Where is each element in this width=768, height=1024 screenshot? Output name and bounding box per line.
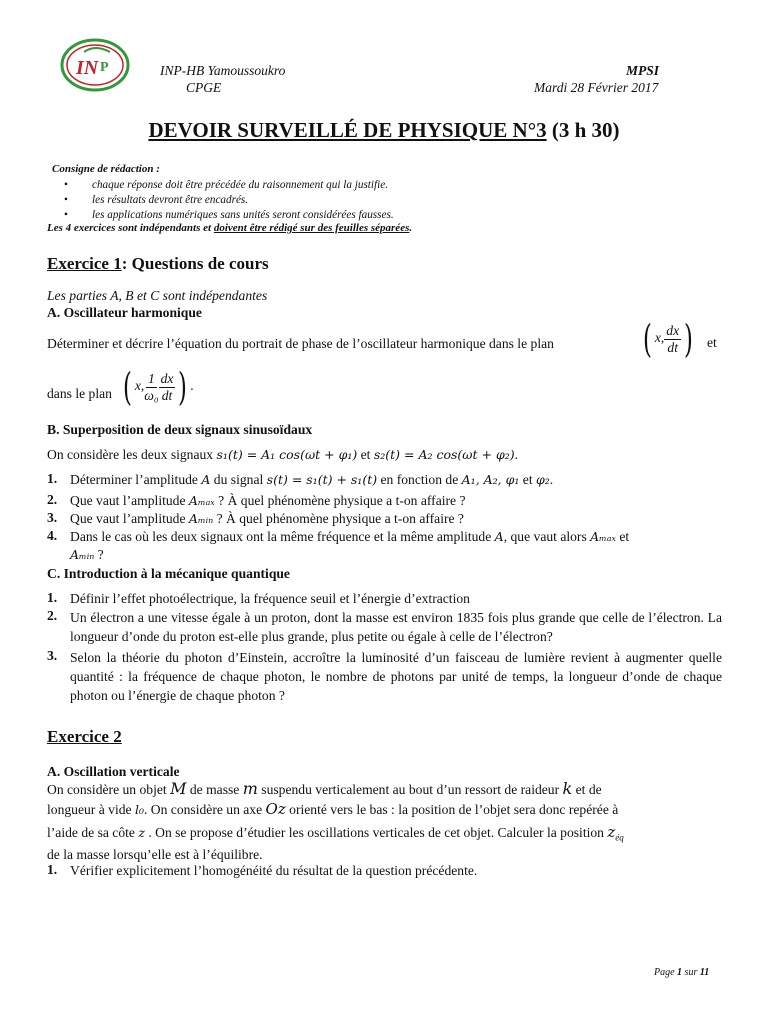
list-item: • les résultats devront être encadrés. (64, 194, 249, 206)
question-number: 2. (47, 608, 58, 623)
ex1-a-text2: dans le plan (47, 386, 112, 401)
ex1-intro: Les parties A, B et C sont indépendantes (47, 288, 268, 303)
ex2-a-line2: longueur à vide l₀. On considère un axe Oz orienté vers le bas : la position de l’objet sera donc repérée à (47, 800, 619, 818)
question-number: 3. (47, 648, 58, 663)
exercise-1-title: Exercice 1: Questions de cours (47, 254, 269, 273)
ex1-c-q3: Selon la théorie du photon d’Einstein, accroître la luminosité d’un faisceau de lumière revient à augmenter quelle quantité : la fréquence de chaque photon, le nombre de photons par unité de temps, la longueur d’onde de chaque photon ou l’énergie de chaque photon ? (70, 650, 722, 703)
ex1-b-intro: On considère les deux signaux s₁(t) = A₁ cos(ωt + φ₁) et s₂(t) = A₂ cos(ωt + φ₂). (47, 447, 518, 462)
ex1-c-q2: Un électron a une vitesse égale à un proton, dont la masse est environ 1835 fois plus grande que celle de l’électron. La longueur d’onde du proton est-elle plus grande, plus petite ou égale à celle de l’électron? (70, 610, 722, 644)
question-number: 1. (47, 590, 58, 605)
ex1-c-q1: Définir l’effet photoélectrique, la fréquence seuil et l’énergie d’extraction (70, 591, 470, 606)
question-number: 1. (47, 862, 58, 877)
header-program: CPGE (186, 80, 222, 95)
instructions-heading: Consigne de rédaction : (52, 163, 160, 175)
ex2-a-q1: Vérifier explicitement l’homogénéité du résultat de la question précédente. (70, 863, 478, 878)
ex1-b-q2: Que vaut l’amplitude Aₘₐₓ ? À quel phénomène physique a t-on affaire ? (70, 493, 466, 508)
ex1-a-et: et (707, 335, 717, 350)
instructions-list (64, 178, 394, 223)
instructions-note: Les 4 exercices sont indépendants et doivent être rédigé sur des feuilles séparées. (47, 222, 413, 234)
ex1-b-q3: Que vaut l’amplitude Aₘᵢₙ ? À quel phénomène physique a t-on affaire ? (70, 511, 464, 526)
list-item: • les applications numériques sans unités seront considérées fausses. (64, 209, 394, 221)
ex1-a-heading: A. Oscillateur harmonique (47, 305, 202, 320)
exercise-2-title: Exercice 2 (47, 727, 122, 746)
title-duration: (3 h 30) (551, 118, 620, 142)
question-number: 1. (47, 471, 58, 486)
ex2-a-line3: l’aide de sa côte z . On se propose d’étudier les oscillations verticales de cet objet. Calculer la position $z_{éq}$ (47, 823, 624, 843)
list-item: • chaque réponse doit être précédée du raisonnement qui la justifie. (64, 179, 388, 191)
ex1-a-text1: Déterminer et décrire l’équation du portrait de phase de l’oscillateur harmonique dans le plan (47, 336, 554, 351)
phase-plane-2: ( x, $\frac{1}{\text{ω₀}}$ $\frac{dx}{dt}$ ) . (122, 365, 194, 409)
ex1-b-q4: Dans le cas où les deux signaux ont la même fréquence et la même amplitude A, que vaut alors Aₘₐₓ et (70, 529, 630, 544)
ex1-b-q4-cont: Aₘᵢₙ ? (70, 547, 104, 562)
ex2-a-line4: de la masse lorsqu’elle est à l’équilibre. (47, 847, 263, 862)
ex1-b-q1: Déterminer l’amplitude A du signal s(t) = s₁(t) + s₁(t) en fonction de A₁, A₂, φ₁ et φ₂. (70, 472, 554, 487)
question-number: 4. (47, 528, 58, 543)
ex1-c-heading: C. Introduction à la mécanique quantique (47, 566, 290, 581)
svg-text:P: P (100, 60, 109, 75)
header-date: Mardi 28 Février 2017 (534, 80, 659, 95)
header-class: MPSI (626, 63, 660, 78)
title-main: DEVOIR SURVEILLÉ DE PHYSIQUE N°3 (148, 118, 547, 142)
logo (60, 38, 130, 92)
page-title (0, 118, 768, 143)
phase-plane-1: ( x, $\frac{dx}{dt}$ ) (642, 317, 693, 361)
question-number: 3. (47, 510, 58, 525)
ex2-a-line1: On considère un objet M de masse m suspendu verticalement au bout d’un ressort de raideur k et de (47, 779, 602, 798)
svg-text:IN: IN (76, 57, 99, 79)
page-footer: Page 1 sur 11 (654, 967, 710, 978)
header-institution: INP-HB Yamoussoukro (160, 63, 286, 78)
ex1-b-heading: B. Superposition de deux signaux sinusoïdaux (47, 422, 313, 437)
question-number: 2. (47, 492, 58, 507)
ex2-a-heading: A. Oscillation verticale (47, 764, 180, 779)
